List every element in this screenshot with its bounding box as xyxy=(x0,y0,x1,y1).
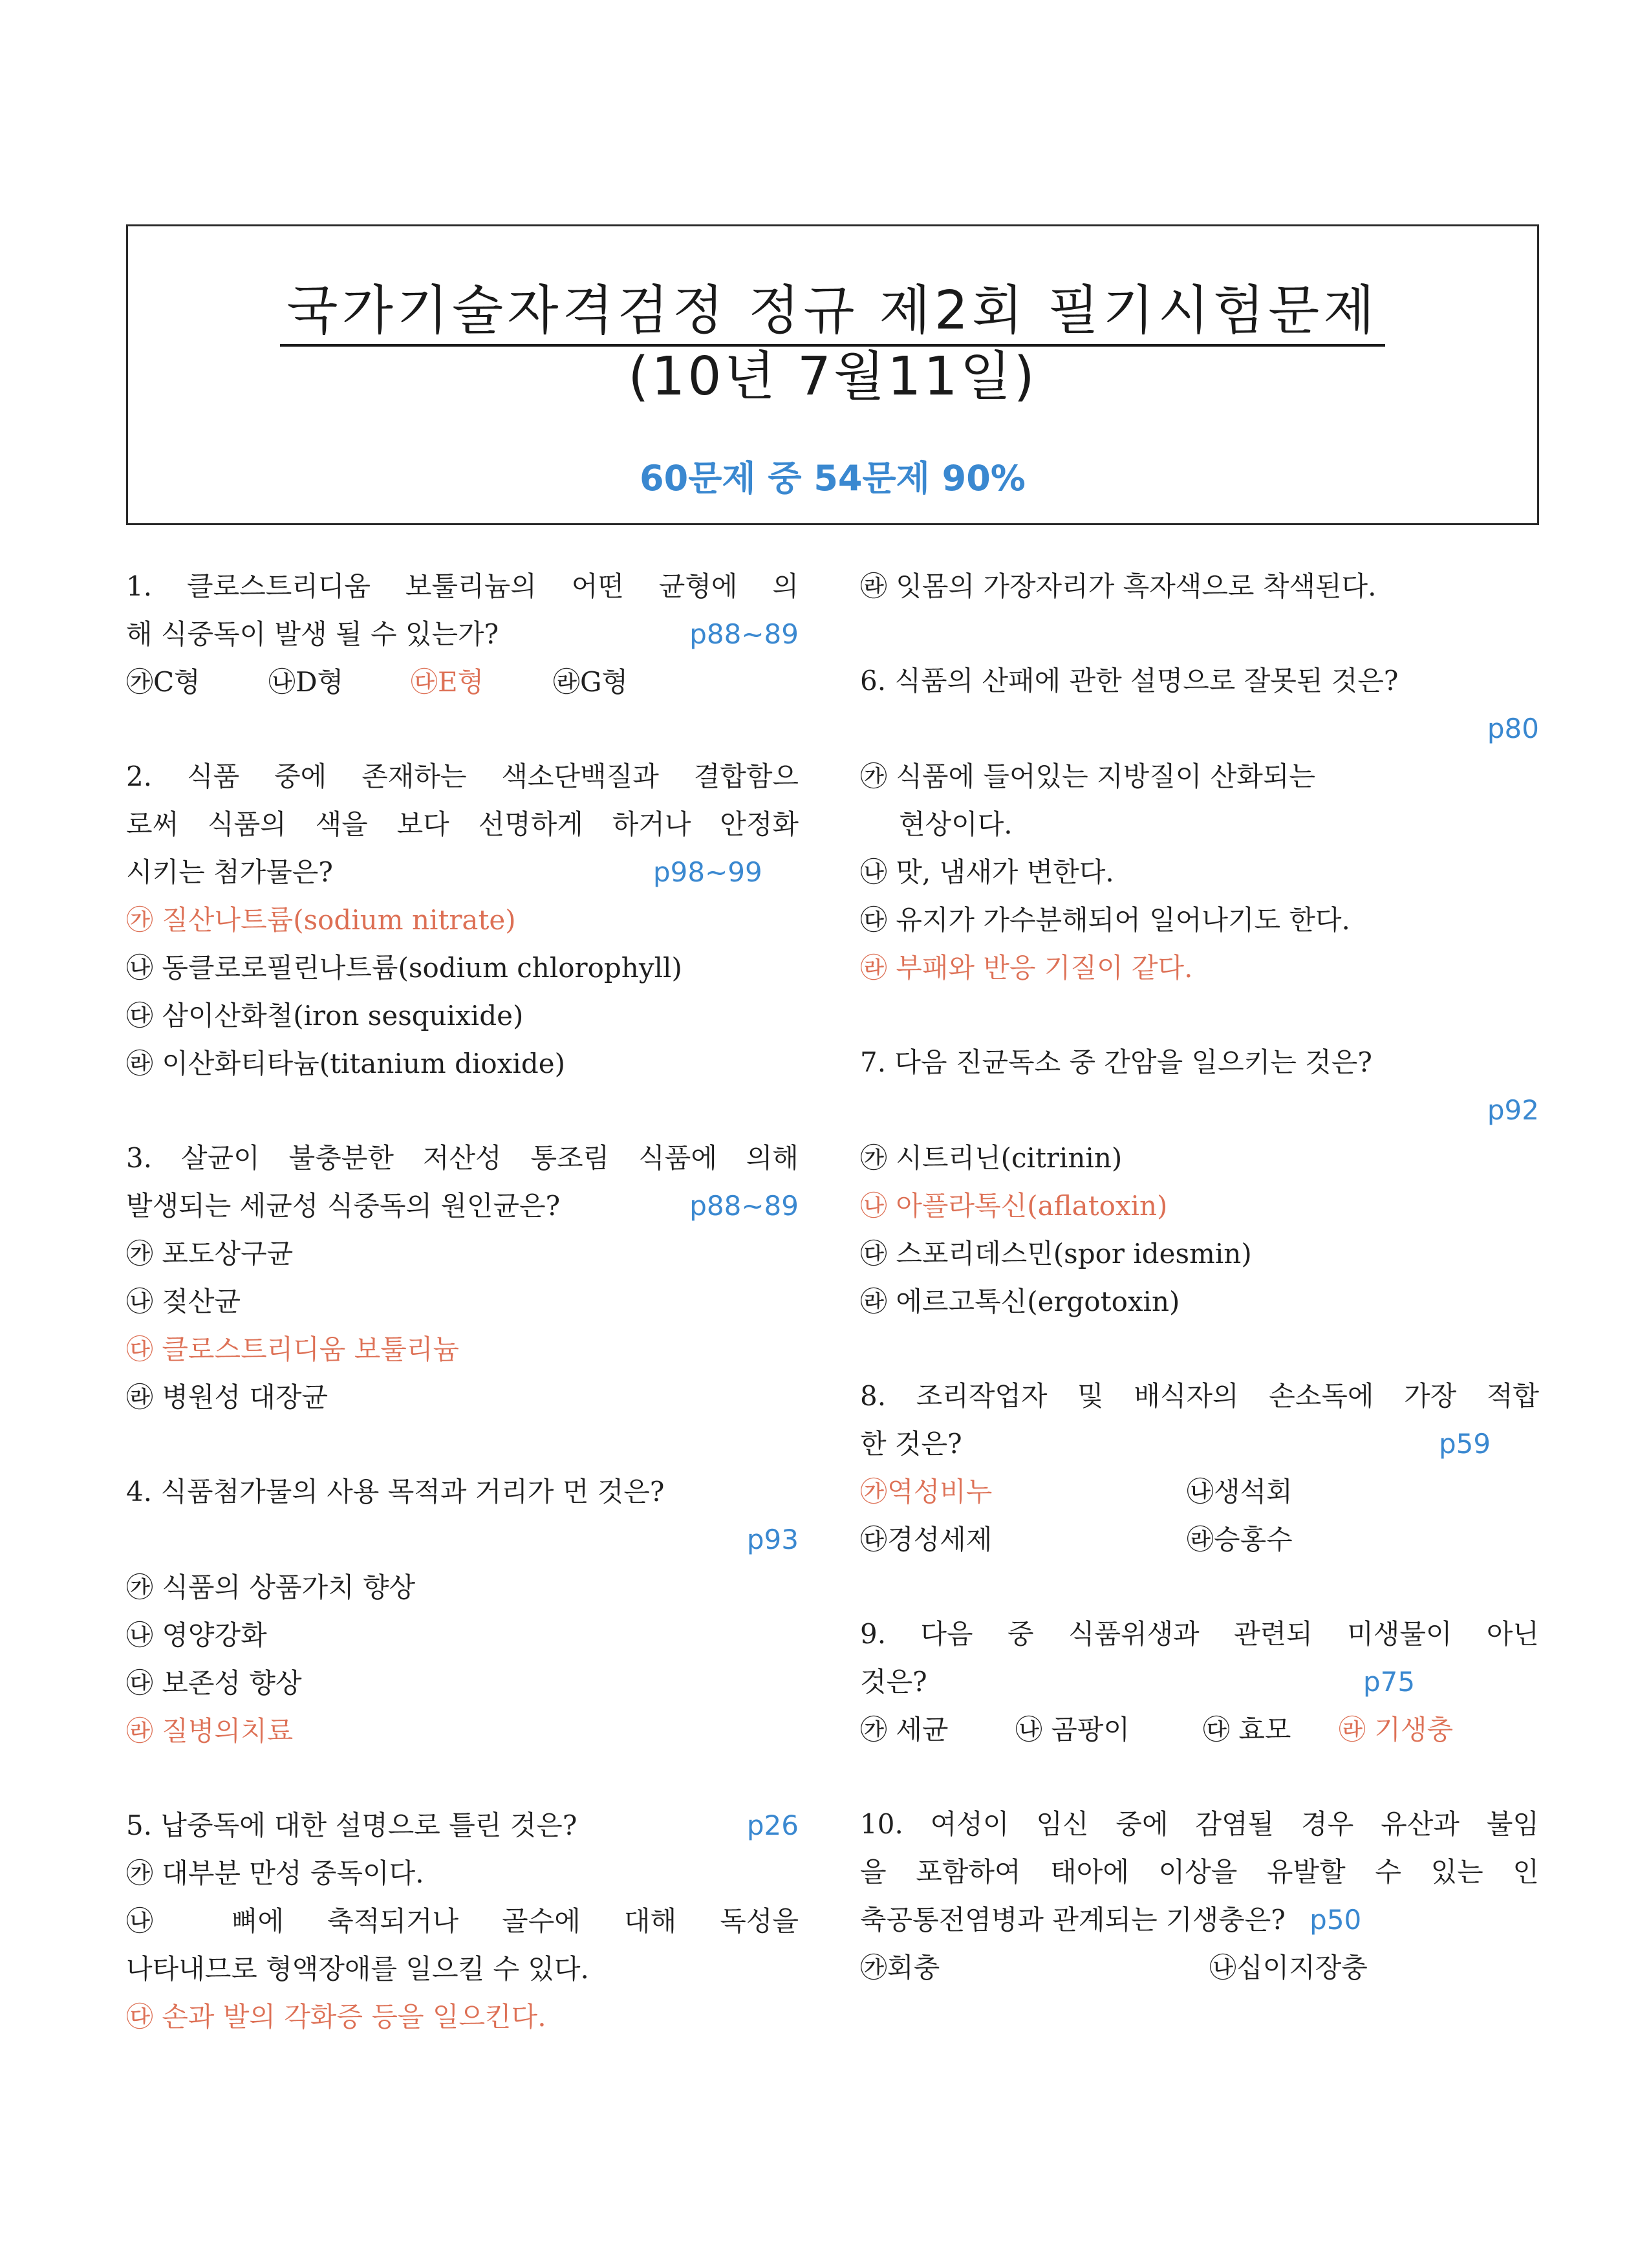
option-d: ㉱G형 xyxy=(553,666,629,698)
option-a: ㉮ 대부분 만성 중독이다. xyxy=(126,1857,424,1889)
question-text: 1. 클로스트리디움 보툴리늄의 어떤 균형에 의 xyxy=(126,570,799,602)
option-c: ㉰경성세제 xyxy=(860,1524,993,1555)
option-a-continued: 현상이다. xyxy=(899,808,1013,840)
option-b: ㉯ 맛, 냄새가 변한다. xyxy=(860,856,1114,888)
question-text: 해 식중독이 발생 될 수 있는가? xyxy=(126,618,499,650)
page-reference: p75 xyxy=(1363,1666,1416,1698)
page-reference: p93 xyxy=(746,1524,799,1555)
option-d: ㉱ 이산화티타늄(titanium dioxide) xyxy=(126,1048,565,1079)
question-2 xyxy=(126,753,799,1088)
q5-option-d: ㉱ 잇몸의 가장자리가 흑자색으로 착색된다. xyxy=(860,570,1377,602)
option-b: ㉯ 곰팡이 xyxy=(1015,1714,1130,1745)
option-d: ㉱승홍수 xyxy=(1187,1524,1293,1555)
right-column xyxy=(860,563,1539,1992)
question-text: 9. 다음 중 식품위생과 관련되 미생물이 아닌 xyxy=(860,1618,1539,1650)
option-d: ㉱ 병원성 대장균 xyxy=(126,1381,329,1413)
option-b: ㉯ 동클로로필린나트륨(sodium chlorophyll) xyxy=(126,952,682,984)
question-5 xyxy=(126,1802,799,2041)
question-3 xyxy=(126,1134,799,1421)
question-text: 발생되는 세균성 식중독의 원인균은? xyxy=(126,1190,561,1222)
question-text: 시키는 첨가물은? xyxy=(126,856,333,888)
option-c-correct: ㉰E형 xyxy=(411,666,484,698)
question-text: 6. 식품의 산패에 관한 설명으로 잘못된 것은? xyxy=(860,665,1399,697)
page-reference: p98~99 xyxy=(653,856,762,888)
option-row xyxy=(860,1706,1539,1754)
question-text: 7. 다음 진균독소 중 간암을 일으키는 것은? xyxy=(860,1046,1372,1078)
question-text: 3. 살균이 불충분한 저산성 통조림 식품에 의해 xyxy=(126,1142,799,1174)
coverage-summary: 60문제 중 54문제 90% xyxy=(640,458,1026,499)
question-8 xyxy=(860,1372,1539,1564)
page-reference: p59 xyxy=(1439,1428,1491,1460)
question-text: 을 포함하여 태아에 이상을 유발할 수 있는 인 xyxy=(860,1856,1539,1888)
option-b: ㉯D형 xyxy=(268,666,344,698)
question-10 xyxy=(860,1800,1539,1992)
option-d: ㉱ 에르고톡신(ergotoxin) xyxy=(860,1286,1180,1317)
left-column xyxy=(126,563,799,2041)
question-4 xyxy=(126,1468,799,1755)
option-row xyxy=(860,1516,1539,1564)
question-text: 로써 식품의 색을 보다 선명하게 하거나 안정화 xyxy=(126,808,799,840)
page-reference: p50 xyxy=(1310,1904,1362,1936)
option-a: ㉮ 포도상구균 xyxy=(126,1238,294,1269)
option-b: ㉯ 영양강화 xyxy=(126,1619,267,1651)
option-a-correct: ㉮역성비누 xyxy=(860,1476,993,1507)
option-b: ㉯ 젖산균 xyxy=(126,1286,241,1317)
option-a-correct: ㉮ 질산나트륨(sodium nitrate) xyxy=(126,904,516,936)
option-c: ㉰ 효모 xyxy=(1203,1714,1291,1745)
page-reference: p88~89 xyxy=(689,618,799,650)
option-c: ㉰ 삼이산화철(iron sesquixide) xyxy=(126,1000,524,1031)
exam-title: 국가기술자격검정 정규 제2회 필기시험문제 xyxy=(280,280,1385,347)
page-reference: p88~89 xyxy=(689,1190,799,1222)
page-reference: p26 xyxy=(746,1809,799,1841)
option-c-correct: ㉰ 손과 발의 각화증 등을 일으킨다. xyxy=(126,2001,546,2033)
question-text: 4. 식품첨가물의 사용 목적과 거리가 먼 것은? xyxy=(126,1476,665,1507)
option-a: ㉮회충 xyxy=(860,1952,940,1983)
option-b-correct: ㉯ 아플라톡신(aflatoxin) xyxy=(860,1190,1168,1222)
question-text: 2. 식품 중에 존재하는 색소단백질과 결합함으 xyxy=(126,761,799,792)
question-text: 10. 여성이 임신 중에 감염될 경우 유산과 불임 xyxy=(860,1808,1539,1840)
option-row xyxy=(860,1944,1539,1992)
exam-header-box xyxy=(126,224,1539,525)
question-text: 5. 납중독에 대한 설명으로 틀린 것은? xyxy=(126,1809,577,1841)
option-b-continued: 나타내므로 형액장애를 일으킬 수 있다. xyxy=(126,1953,589,1985)
question-7 xyxy=(860,1039,1539,1326)
option-a: ㉮C형 xyxy=(126,666,200,698)
question-1 xyxy=(126,563,799,706)
option-row xyxy=(126,658,799,706)
option-d-correct: ㉱ 기생충 xyxy=(1339,1714,1454,1745)
page-reference: p92 xyxy=(1487,1094,1539,1126)
question-text: 축공통전염병과 관계되는 기생충은? xyxy=(860,1904,1286,1936)
option-a: ㉮ 세균 xyxy=(860,1714,949,1745)
option-c: ㉰ 유지가 가수분해되어 일어나기도 한다. xyxy=(860,904,1350,936)
question-9 xyxy=(860,1610,1539,1754)
option-b: ㉯십이지장충 xyxy=(1209,1952,1368,1983)
option-a: ㉮ 식품의 상품가치 향상 xyxy=(126,1571,416,1603)
page-reference: p80 xyxy=(1487,713,1539,744)
option-a: ㉮ 식품에 들어있는 지방질이 산화되는 xyxy=(860,761,1315,792)
option-d-correct: ㉱ 질병의치료 xyxy=(126,1715,294,1747)
option-row xyxy=(860,1468,1539,1516)
question-text: 한 것은? xyxy=(860,1428,962,1460)
exam-date: (10년 7월11일) xyxy=(628,346,1037,407)
question-text: 것은? xyxy=(860,1666,927,1698)
question-text: 8. 조리작업자 및 배식자의 손소독에 가장 적합 xyxy=(860,1380,1539,1412)
option-b: ㉯생석회 xyxy=(1187,1476,1293,1507)
option-b: ㉯ 뼈에 축적되거나 골수에 대해 독성을 xyxy=(126,1905,799,1937)
option-c: ㉰ 보존성 향상 xyxy=(126,1667,302,1699)
option-a: ㉮ 시트리닌(citrinin) xyxy=(860,1142,1123,1174)
option-c-correct: ㉰ 클로스트리디움 보툴리늄 xyxy=(126,1334,459,1365)
option-d-correct: ㉱ 부패와 반응 기질이 같다. xyxy=(860,952,1193,984)
option-c: ㉰ 스포리데스민(spor idesmin) xyxy=(860,1238,1252,1269)
question-6 xyxy=(860,657,1539,992)
